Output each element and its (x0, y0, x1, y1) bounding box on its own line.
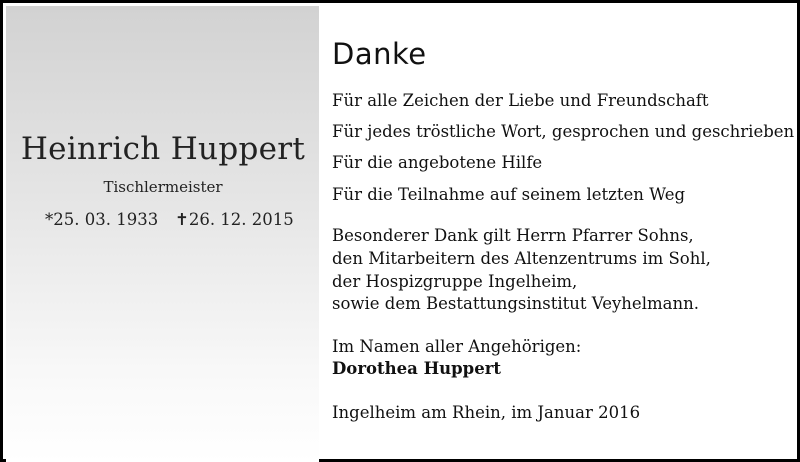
place-date: Ingelheim am Rhein, im Januar 2016 (332, 403, 641, 422)
special-thanks-line: den Mitarbeitern des Altenzentrums im Sohl, (332, 249, 711, 268)
special-thanks-line: sowie dem Bestattungsinstitut Veyhelmann. (332, 294, 699, 313)
thanks-line: Für alle Zeichen der Liebe und Freundschaft (332, 91, 709, 110)
death-date: ✝26. 12. 2015 (175, 210, 294, 229)
left-panel (6, 6, 319, 462)
on-behalf-line: Im Namen aller Angehörigen: (332, 337, 582, 356)
heading: Danke (332, 37, 427, 71)
birth-date: *25. 03. 1933 (45, 210, 159, 229)
thanks-line: Für die Teilnahme auf seinem letzten Weg (332, 185, 686, 204)
signer-name: Dorothea Huppert (332, 359, 502, 378)
profession: Tischlermeister (103, 178, 223, 196)
special-thanks-line: Besonderer Dank gilt Herrn Pfarrer Sohns, (332, 226, 694, 245)
thanks-line: Für jedes tröstliche Wort, gesprochen und geschrieben (332, 122, 795, 141)
special-thanks-line: der Hospizgruppe Ingelheim, (332, 272, 578, 291)
deceased-name: Heinrich Huppert (20, 131, 306, 167)
thanks-line: Für die angebotene Hilfe (332, 153, 543, 172)
